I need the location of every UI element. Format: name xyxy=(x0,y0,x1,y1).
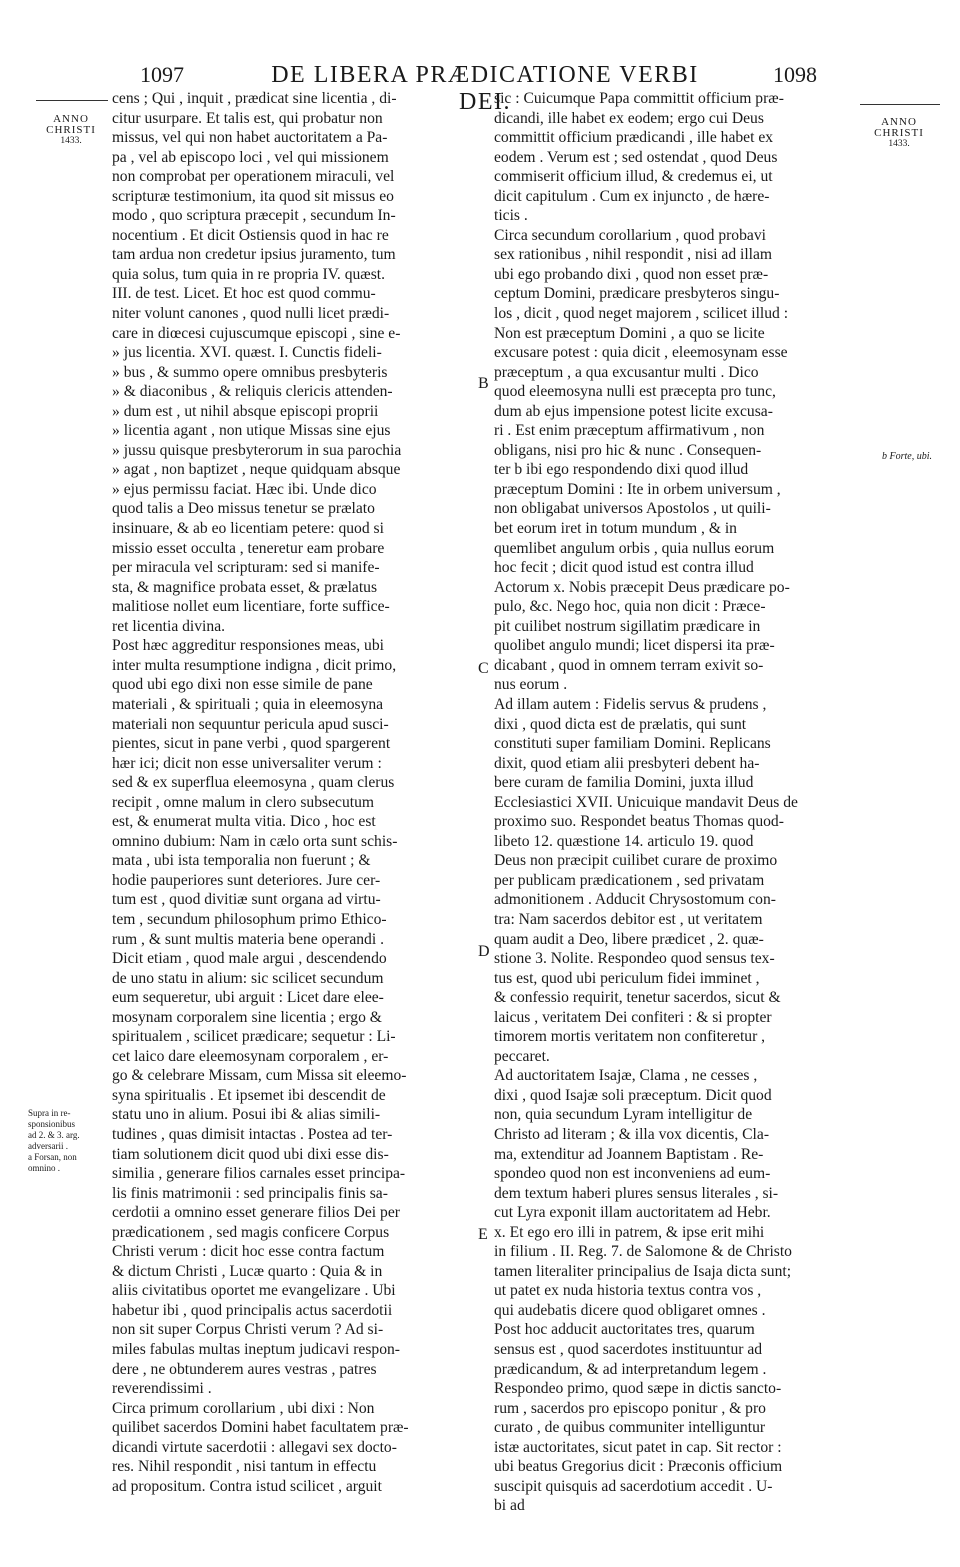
text-line: mosynam corporalem sine licentia ; ergo & xyxy=(112,1008,382,1026)
text-line: nocentium . Et dicit Ostiensis quod in hac re xyxy=(112,226,389,244)
text-line: prædicationem , sed magis conficere Corpus xyxy=(112,1223,390,1241)
text-line: Circa secundum corollarium , quod probavi xyxy=(494,226,766,244)
text-line: Post hæc aggreditur responsiones meas, ubi xyxy=(112,637,384,655)
text-line: mata , ubi ista temporalia non fuerunt ; & xyxy=(112,852,371,870)
text-line: aliis civitatibus oportet me evangelizare . Ubi xyxy=(112,1282,396,1300)
text-line: spiritualem , scilicet prædicare; sequetur : Li- xyxy=(112,1028,396,1046)
running-title: DE LIBERA PRÆDICATIONE VERBI DEI. xyxy=(271,62,699,115)
text-line: dicit capitulum . Cum ex injuncto , de hære- xyxy=(494,187,770,205)
text-line: quod eleemosyna nulli est præcepta pro tunc, xyxy=(494,383,776,401)
text-line: constituti super familiam Domini. Replicans xyxy=(494,735,771,753)
anno-christi-note-right: ANNO CHRISTI 1433. xyxy=(874,116,924,149)
text-line: pit cuilibet nostrum sigillatim prædicare in xyxy=(494,617,761,635)
text-line: est, & enumerat multa vitia. Dico , hoc est xyxy=(112,813,376,831)
text-line: præceptum Domini : Ite in orbem universum , xyxy=(494,480,781,498)
section-letter-c: C xyxy=(478,660,489,677)
text-line: tum est , quod divitiæ sunt organa ad virtu- xyxy=(112,891,381,909)
text-line: inter multa resumptione indigna , dicit primo, xyxy=(112,656,397,674)
text-line: » dum est , ut nihil absque episcopi proprii xyxy=(112,402,379,420)
text-line: ticis . xyxy=(494,207,528,225)
text-line: prædicandum, & ad interpretandum legem . xyxy=(494,1360,767,1378)
text-line: lis finis matrimonii : sed principalis finis sa- xyxy=(112,1184,388,1202)
text-line: pientes, sicut in pane verbi , quod spargerent xyxy=(112,735,391,753)
text-line: sta, & magnifice probata esset, & prælatus xyxy=(112,578,378,596)
text-line: & dictum Christi , Lucæ quarto : Quia & in xyxy=(112,1262,383,1280)
text-line: quod ubi ego dixi non esse simile de pane xyxy=(112,676,373,694)
text-line: ter b ibi ego respondendo dixi quod illud xyxy=(494,461,749,479)
section-letter-d: D xyxy=(478,943,490,960)
text-line: non comprobat per operationem miraculi, vel xyxy=(112,168,395,186)
text-line: miles fabulas multas ineptum judicavi respon- xyxy=(112,1341,400,1358)
text-line: pa , vel ab episcopo loci , vel qui missionem xyxy=(112,148,389,166)
text-line: » licentia agant , non utique Missas sine ejus xyxy=(112,422,391,440)
text-line: dicandi virtute sacerdotii : allegavi sex docto- xyxy=(112,1438,397,1456)
text-line: dum ab ejus impensione potest licite excusa- xyxy=(494,402,773,420)
page-number-right: 1098 xyxy=(773,62,817,87)
text-line: bi ad xyxy=(494,1497,525,1515)
right-text-column xyxy=(494,89,864,1516)
text-line: statu uno in alium. Posui ibi & alias simili- xyxy=(112,1106,381,1124)
text-line: quolibet angulo mundi; licet dispersi ita præ- xyxy=(494,637,775,655)
text-line: hodie pauperiores sunt deteriores. Jure cer- xyxy=(112,871,381,889)
text-line: per miracula vel scripturam: sed si manife- xyxy=(112,559,380,577)
text-line: hoc fecit ; dicit quod istud est contra illud xyxy=(494,559,754,577)
text-line: res. Nihil respondit , nisi tantum in effectu xyxy=(112,1458,377,1476)
text-line: missio esset occulta , teneretur eam probare xyxy=(112,539,385,557)
text-line: dixi , quod dicta est de prælatis, qui sunt xyxy=(494,715,747,733)
text-line: pulo, &c. Nego hoc, quia non dicit : Præce- xyxy=(494,598,766,616)
text-line: dicabant , quod in omnem terram exivit so- xyxy=(494,656,764,674)
text-line: tra: Nam sacerdos debitor est , ut veritatem xyxy=(494,910,763,928)
text-line: Christi verum : dicit hoc esse contra factum xyxy=(112,1243,385,1261)
text-line: insinuare, & ab eo licentiam petere: quod si xyxy=(112,520,384,538)
text-line: ret licentia divina. xyxy=(112,617,226,635)
text-line: hær ici; dicit non esse universaliter verum : xyxy=(112,754,382,772)
text-line: nus eorum . xyxy=(494,676,568,694)
text-line: ubi ego probando dixi , quod non esset præ- xyxy=(494,265,769,283)
text-line: syna spiritualis . Et ipsemet ibi descendit de xyxy=(112,1086,386,1104)
text-line: & confessio requirit, tenetur sacerdos, sicut & xyxy=(494,989,781,1007)
text-line: missus, vel qui non habet auctoritatem a Pa- xyxy=(112,129,388,147)
text-line: III. de test. Licet. Et hoc est quod commu- xyxy=(112,285,376,303)
text-line: dicandi, ille habet ex eodem; ergo cui Deus xyxy=(494,109,764,127)
text-line: tem , secundum philosophum primo Ethico- xyxy=(112,910,387,928)
text-line: modo , quo scriptura præcepit , secundum In- xyxy=(112,207,396,225)
text-line: quemlibet angulum orbis , quia nullus eorum xyxy=(494,539,775,557)
text-line: dixi , quod Isajæ soli præceptum. Dicit quod xyxy=(494,1086,772,1104)
text-line: » jussu quisque presbyterorum in sua parochia xyxy=(112,441,402,459)
text-line: care in diœcesi cujuscumque episcopi , sine e- xyxy=(112,324,401,342)
text-line: stione 3. Nolite. Respondeo quod sensus tex- xyxy=(494,950,775,968)
text-line: » ejus permissu faciat. Hæc ibi. Unde dico xyxy=(112,480,377,498)
text-line: libeto 12. quæstione 14. articulo 19. quod xyxy=(494,832,754,850)
text-line: eum sequeretur, ubi arguit : Licet dare elee- xyxy=(112,989,384,1007)
text-line: ceptum Domini, prædicare presbyteros singu- xyxy=(494,285,780,303)
text-line: quod talis a Deo missus tenetur se prælato xyxy=(112,500,375,518)
text-line: tam ardua non credetur ipsius juramento, tum xyxy=(112,246,396,264)
text-line: Ad auctoritatem Isajæ, Clama , ne cesses , xyxy=(494,1067,758,1085)
section-letter-b: B xyxy=(478,375,489,392)
text-line: non obligabat universos Apostolos , ut quili- xyxy=(494,500,771,518)
text-line: rum , sacerdos pro episcopo ponitur , & pro xyxy=(494,1399,766,1417)
text-line: citur usurpare. Et talis est, qui probatur non xyxy=(112,109,383,127)
text-line: cens ; Qui , inquit , prædicat sine licentia , di- xyxy=(112,90,397,107)
text-line: niter volunt canones , quod nulli licet prædi- xyxy=(112,305,390,323)
text-line: dere , ne obtunderem aures vestras , patres xyxy=(112,1360,377,1378)
text-line: ubi beatus Gregorius dicit : Præconis officium xyxy=(494,1458,783,1476)
text-line: similia , generare filios carnales esset principa- xyxy=(112,1165,406,1183)
text-line: ut patet ex nuda historia textus contra vos , xyxy=(494,1282,762,1300)
text-line: committit officium prædicandi , ille habet ex xyxy=(494,129,774,147)
margin-rule-left xyxy=(36,100,108,101)
marginal-note-forte: b Forte, ubi. xyxy=(882,451,932,462)
text-line: commiserit officium illud, & credemus ei, ut xyxy=(494,168,773,186)
text-line: » & diaconibus , & reliquis clericis attenden- xyxy=(112,383,393,401)
text-line: tus est, quod ubi periculum fidei imminet , xyxy=(494,969,760,987)
text-line: dem textum haberi plures sensus literales , si- xyxy=(494,1184,779,1202)
text-line: quia solus, tum quia in re propria IV. quæst. xyxy=(112,265,386,283)
text-line: Deus non præcipit cuilibet curare de proximo xyxy=(494,852,778,870)
text-line: Ecclesiastici XVII. Unicuique mandavit Deus de xyxy=(494,793,798,811)
text-line: sex rationibus , nihil respondit , nisi ad illam xyxy=(494,246,773,264)
text-line: materiali , & spirituali ; quia in eleemosyna xyxy=(112,695,384,713)
text-line: non sit super Corpus Christi verum ? Ad si- xyxy=(112,1321,384,1339)
text-line: reverendissimi . xyxy=(112,1380,212,1398)
text-line: sed & ex superflua eleemosyna , quam clerus xyxy=(112,774,395,792)
text-line: omnino dubium: Nam in cælo orta sunt schis- xyxy=(112,832,398,850)
text-line: curato , de quibus communiter intelliguntur xyxy=(494,1419,766,1437)
text-line: istæ auctoritates, sicut patet in cap. Sit rector : xyxy=(494,1438,782,1456)
text-line: ad propositum. Contra istud scilicet , arguit xyxy=(112,1477,382,1495)
text-line: » agat , non baptizet , neque quidquam absque xyxy=(112,461,401,479)
text-line: bet eorum iret in totum mundum , & in xyxy=(494,520,737,538)
text-line: Dicit etiam , quod male argui , descendendo xyxy=(112,950,387,968)
text-line: Ad illam autem : Fidelis servus & prudens , xyxy=(494,695,767,713)
text-line: spondeo quod non est inconveniens ad eum- xyxy=(494,1165,771,1183)
text-line: peccaret. xyxy=(494,1047,550,1065)
text-line: sic : Cuicumque Papa committit officium præ- xyxy=(494,90,784,107)
text-line: cet laico dare eleemosynam corporalem , er- xyxy=(112,1047,389,1065)
section-letter-e: E xyxy=(478,1226,488,1243)
page-number-left: 1097 xyxy=(140,62,184,87)
text-line: obligans, nisi pro hic & nunc . Consequen- xyxy=(494,441,762,459)
text-line: laicus , veritatem Dei confiteri : & si propter xyxy=(494,1008,772,1026)
text-line: dixit, quod etiam alii presbyteri debent ha- xyxy=(494,754,760,772)
text-line: tudines , quas dimisit intactas . Postea ad ter- xyxy=(112,1125,393,1143)
text-line: præceptum , a qua excusantur multi . Dico xyxy=(494,363,759,381)
text-line: timorem mortis veritatem non confiteretur , xyxy=(494,1028,766,1046)
text-line: Non est præceptum Domini , a quo se licite xyxy=(494,324,765,342)
text-line: » jus licentia. XVI. quæst. I. Cunctis fideli- xyxy=(112,344,382,362)
text-line: Circa primum corollarium , ubi dixi : Non xyxy=(112,1399,375,1417)
left-text-column xyxy=(112,89,482,1496)
text-line: recipit , omne malum in clero subsecutum xyxy=(112,793,374,811)
text-line: habetur ibi , quod principalis actus sacerdotii xyxy=(112,1301,393,1319)
text-line: cut Lyra exponit illam auctoritatem ad Hebr. xyxy=(494,1204,771,1222)
text-line: rum , & sunt multis materia bene operandi . xyxy=(112,930,384,948)
text-line: Actorum x. Nobis præcepit Deus prædicare po- xyxy=(494,578,790,596)
text-line: quilibet sacerdos Domini habet facultatem præ- xyxy=(112,1419,409,1437)
text-line: in filium . II. Reg. 7. de Salomone & de Christo xyxy=(494,1243,792,1261)
text-line: malitiose nollet eum licentiare, forte suffice- xyxy=(112,598,390,616)
text-line: de uno statu in alium: sic scilicet secundum xyxy=(112,969,384,987)
text-line: admonitionem . Adducit Chrysostomum con- xyxy=(494,891,776,909)
text-line: sensus est , quod sacerdotes instituuntur ad xyxy=(494,1341,763,1358)
text-line: Respondeo primo, quod sæpe in dictis sancto- xyxy=(494,1380,782,1398)
marginal-note-supra: Supra in re- sponsionibus ad 2. & 3. arg. adversarii . a Forsan, non omnino . xyxy=(28,1108,80,1173)
text-line: excusare potest : quia dicit , eleemosynam esse xyxy=(494,344,788,362)
text-line: materiali non sequuntur pericula apud susci- xyxy=(112,715,389,733)
text-line: suscipit quisquis ad sacerdotium accedit . U- xyxy=(494,1477,773,1495)
text-line: bere curam de familia Domini, juxta illud xyxy=(494,774,754,792)
anno-christi-note-left: ANNO CHRISTI 1433. xyxy=(46,113,96,146)
text-line: go & celebrare Missam, cum Missa sit eleemo- xyxy=(112,1067,407,1085)
text-line: x. Et ego ero illi in patrem, & ipse erit mihi xyxy=(494,1223,765,1241)
text-line: non, quia secundum Lyram intelligitur de xyxy=(494,1106,753,1124)
text-line: proximo suo. Respondet beatus Thomas quod- xyxy=(494,813,784,831)
text-line: Christo ad literam ; & illa vox dicentis, Cla- xyxy=(494,1125,770,1143)
margin-rule-right xyxy=(860,104,940,105)
text-line: quam audit a Deo, libere prædicet , 2. quæ- xyxy=(494,930,764,948)
text-line: Post hoc adducit auctoritates tres, quarum xyxy=(494,1321,755,1339)
text-line: cerdotii a omnino esset generare filios Dei per xyxy=(112,1204,400,1222)
text-line: scripturæ testimonium, ita quod sit missus eo xyxy=(112,187,394,205)
text-line: tamen literaliter principalius de Isaja dicta sunt; xyxy=(494,1262,792,1280)
text-line: los , dicit , quod neget majorem , scilicet illud : xyxy=(494,305,789,323)
text-line: ma, extenditur ad Joannem Baptistam . Re- xyxy=(494,1145,764,1163)
text-line: tiam solutionem dicit quod ubi dixi esse dis- xyxy=(112,1145,389,1163)
text-line: ri . Est enim præceptum affirmativum , non xyxy=(494,422,765,440)
text-line: qui audebatis dicere quod obligaret omnes . xyxy=(494,1301,766,1319)
text-line: per publicam prædicationem , sed privatam xyxy=(494,871,765,889)
text-line: eodem . Verum est ; sed ostendat , quod Deus xyxy=(494,148,778,166)
text-line: » bus , & summo opere omnibus presbyteris xyxy=(112,363,388,381)
